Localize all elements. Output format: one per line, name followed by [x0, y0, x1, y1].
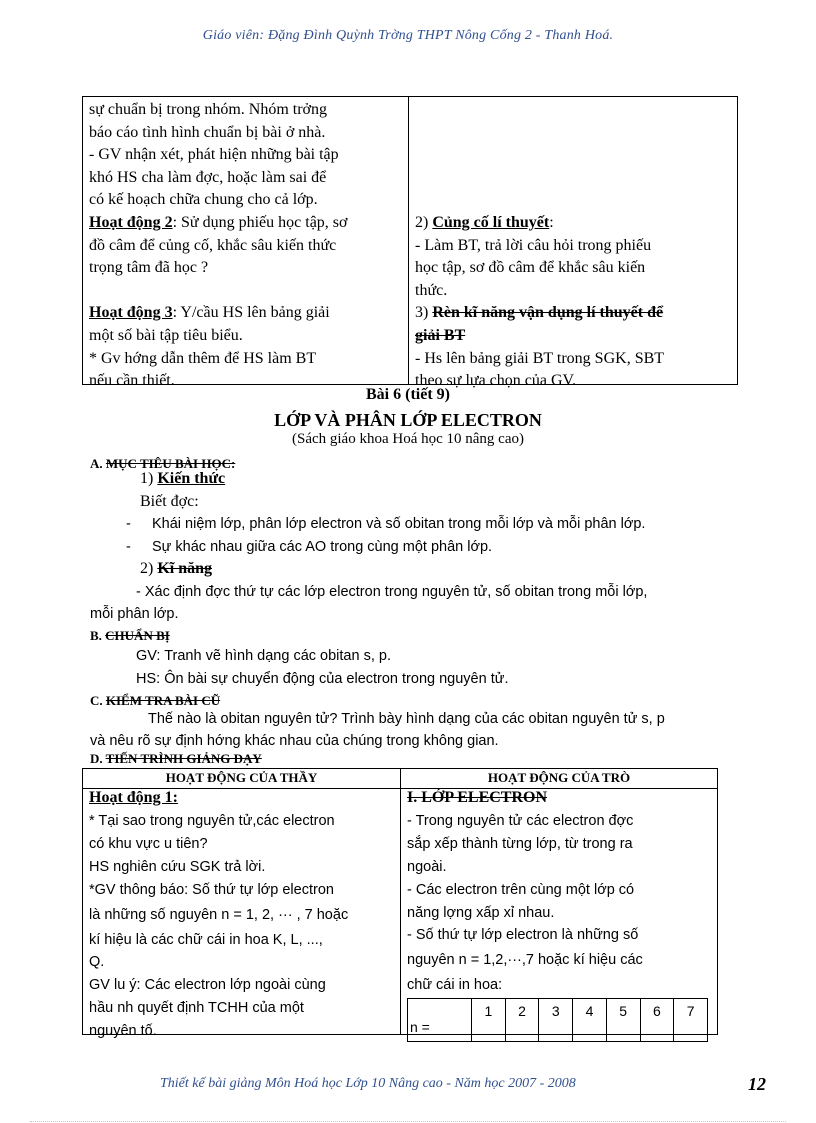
hd2-line: trọng tâm đã học ?	[89, 259, 209, 277]
hd3-line: một số bài tập tiêu biểu.	[89, 326, 243, 344]
lesson-title: LỚP VÀ PHÂN LỚP ELECTRON	[274, 410, 542, 430]
student-line: chữ cái in hoa:	[407, 977, 503, 994]
section-b-label: B.	[90, 628, 106, 643]
section-c-title: KIỂM TRA BÀI CŨ	[105, 693, 221, 708]
k1-item: - Sự khác nhau giữa các AO trong cùng một phân lớp.	[126, 539, 493, 555]
section-b-hs: HS: Ôn bài sự chuyển động của electron trong nguyên tử.	[136, 671, 509, 687]
top-table-right-cell	[415, 212, 733, 393]
k1-intro: Biết đợc:	[140, 493, 199, 510]
section-i-title: I. LỚP ELECTRON	[407, 789, 548, 806]
top-left-line: khó HS cha làm đợc, hoặc làm sai để	[89, 168, 327, 186]
r2-line: học tập, sơ đồ câm để khắc sâu kiến	[415, 259, 646, 277]
student-line: - Trong nguyên tử các electron đợc	[407, 812, 634, 829]
section-a-title: MỤC TIÊU BÀI HỌC:	[105, 456, 236, 471]
r2-heading	[415, 212, 733, 235]
page-header: Giáo viên: Đặng Đình Quỳnh Trờng THPT Nông Cống 2 - Thanh Hoá.	[202, 28, 614, 43]
teacher-line: hầu nh quyết định TCHH của một	[89, 1000, 304, 1017]
layer-number-table	[407, 998, 708, 1042]
k1-item: - Khái niệm lớp, phân lớp electron và số obitan trong mỗi lớp và mỗi phân lớp.	[126, 516, 646, 532]
r3-title: Rèn kĩ năng vận dụng lí thuyết để	[432, 304, 664, 322]
lesson-subtitle: (Sách giáo khoa Hoá học 10 nâng cao)	[291, 431, 524, 447]
lesson-number: Bài 6 (tiết 9)	[366, 386, 450, 403]
top-left-line: - GV nhận xét, phát hiện những bài tập	[89, 146, 339, 164]
student-line: - Các electron trên cùng một lớp có	[407, 881, 635, 898]
top-left-line: báo cáo tình hình chuẩn bị bài ở nhà.	[89, 123, 326, 141]
k1-number: 1)	[140, 470, 158, 487]
n-label: n =	[408, 999, 472, 1042]
top-table-left-cell	[89, 99, 403, 393]
teacher-line: Q.	[89, 954, 105, 971]
hd3-text: : Y/cầu HS lên bảng giải	[172, 304, 330, 322]
teacher-line: *GV thông báo: Số thứ tự lớp electron	[89, 881, 334, 898]
section-b-gv: GV: Tranh vẽ hình dạng các obitan s, p.	[136, 648, 391, 664]
r3-title-2: giải BT	[415, 326, 466, 344]
teacher-line: * Tại sao trong nguyên tử,các electron	[89, 812, 335, 829]
teacher-line: kí hiệu là các chữ cái in hoa K, L, ...,	[89, 931, 323, 948]
r2-line: - Làm BT, trả lời câu hỏi trong phiếu	[415, 236, 652, 254]
footer-divider	[30, 1121, 786, 1122]
k2-title: Kĩ năng	[157, 560, 213, 577]
k2-line: - Xác định đợc thứ tự các lớp electron trong nguyên tử, số obitan trong mỗi lớp,	[136, 584, 648, 600]
top-left-line: sự chuẩn bị trong nhóm. Nhóm trởng	[89, 101, 327, 118]
hd3-paragraph	[89, 302, 403, 325]
student-line: sắp xếp thành từng lớp, từ trong ra	[407, 835, 633, 852]
teacher-line: là những số nguyên n = 1, 2, ··· , 7 hoặc	[89, 906, 349, 923]
top-table	[82, 96, 738, 390]
n-value: 7	[674, 999, 708, 1042]
section-c-line: và nêu rõ sự định hớng khác nhau của chúng trong không gian.	[90, 733, 499, 749]
r2-line: thức.	[415, 281, 448, 299]
hd2-paragraph	[89, 212, 403, 235]
n-value: 3	[539, 999, 573, 1042]
student-line: - Số thứ tự lớp electron là những số	[407, 927, 639, 944]
k2-line: mỗi phân lớp.	[90, 606, 179, 622]
hd3-line: nếu cần thiết.	[89, 372, 175, 390]
n-value: 4	[573, 999, 607, 1042]
section-d-label: D.	[90, 751, 106, 766]
activity-table-divider	[400, 769, 401, 1034]
student-line: năng lợng xấp xỉ nhau.	[407, 904, 555, 921]
k1-item-text: Khái niệm lớp, phân lớp electron và số obitan trong mỗi lớp và mỗi phân lớp.	[152, 516, 646, 532]
student-line: nguyên n = 1,2,···,7 hoặc kí hiệu các	[407, 952, 643, 969]
teacher-line: có khu vực u tiên?	[89, 835, 208, 852]
hd2-label: Hoạt động 2	[89, 213, 173, 231]
n-value: 6	[640, 999, 674, 1042]
r3-heading	[415, 302, 733, 325]
page-number: 12	[748, 1074, 766, 1094]
top-table-divider	[408, 97, 409, 384]
hd2-line: đồ câm để củng cố, khắc sâu kiến thức	[89, 236, 337, 254]
hd2-text: : Sử dụng phiếu học tập, sơ	[172, 213, 348, 231]
hd3-line: * Gv hớng dẫn thêm để HS làm BT	[89, 349, 317, 367]
k2-number: 2)	[140, 560, 158, 577]
activity-table	[82, 768, 718, 1040]
teacher-line: nguyên tố.	[89, 1023, 157, 1040]
r3-heading-cont	[415, 325, 733, 348]
r3-line: theo sự lựa chọn của GV.	[415, 372, 577, 390]
student-column	[407, 787, 711, 1042]
teacher-column	[89, 787, 394, 1043]
page-footer: Thiết kế bài giảng Môn Hoá học Lớp 10 Nâng cao - Năm học 2007 - 2008	[160, 1076, 576, 1091]
r3-line: - Hs lên bảng giải BT trong SGK, SBT	[415, 349, 665, 367]
teacher-column-header: HOẠT ĐỘNG CỦA THẦY	[165, 770, 318, 785]
n-value: 1	[472, 999, 506, 1042]
activity-1-title: Hoạt động 1:	[89, 789, 178, 806]
knowledge-heading	[140, 468, 225, 491]
skills-heading	[140, 558, 212, 581]
r2-number: 2)	[415, 214, 433, 231]
top-left-line: có kế hoạch chữa chung cho cả lớp.	[89, 191, 318, 209]
section-a-label: A.	[90, 456, 106, 471]
section-c-line: Thế nào là obitan nguyên tử? Trình bày hình dạng của các obitan nguyên tử s, p	[148, 711, 665, 727]
k1-item-text: Sự khác nhau giữa các AO trong cùng một phân lớp.	[152, 539, 493, 555]
student-column-header: HOẠT ĐỘNG CỦA TRÒ	[487, 770, 631, 785]
r2-title: Củng cố lí thuyết	[432, 214, 550, 231]
student-line: ngoài.	[407, 858, 447, 875]
n-value: 5	[606, 999, 640, 1042]
section-c-label: C.	[90, 693, 106, 708]
r2-colon: :	[549, 214, 554, 231]
teacher-line: GV lu ý: Các electron lớp ngoài cùng	[89, 977, 326, 994]
n-value: 2	[505, 999, 539, 1042]
hd3-label: Hoạt động 3	[89, 304, 173, 322]
section-d-title: TIẾN TRÌNH GIẢNG DẠY	[105, 751, 262, 766]
teacher-line: HS nghiên cứu SGK trả lời.	[89, 858, 266, 875]
section-b-title: CHUẨN BỊ	[105, 628, 170, 643]
r3-number: 3)	[415, 304, 433, 322]
k1-title: Kiến thức	[157, 470, 226, 487]
